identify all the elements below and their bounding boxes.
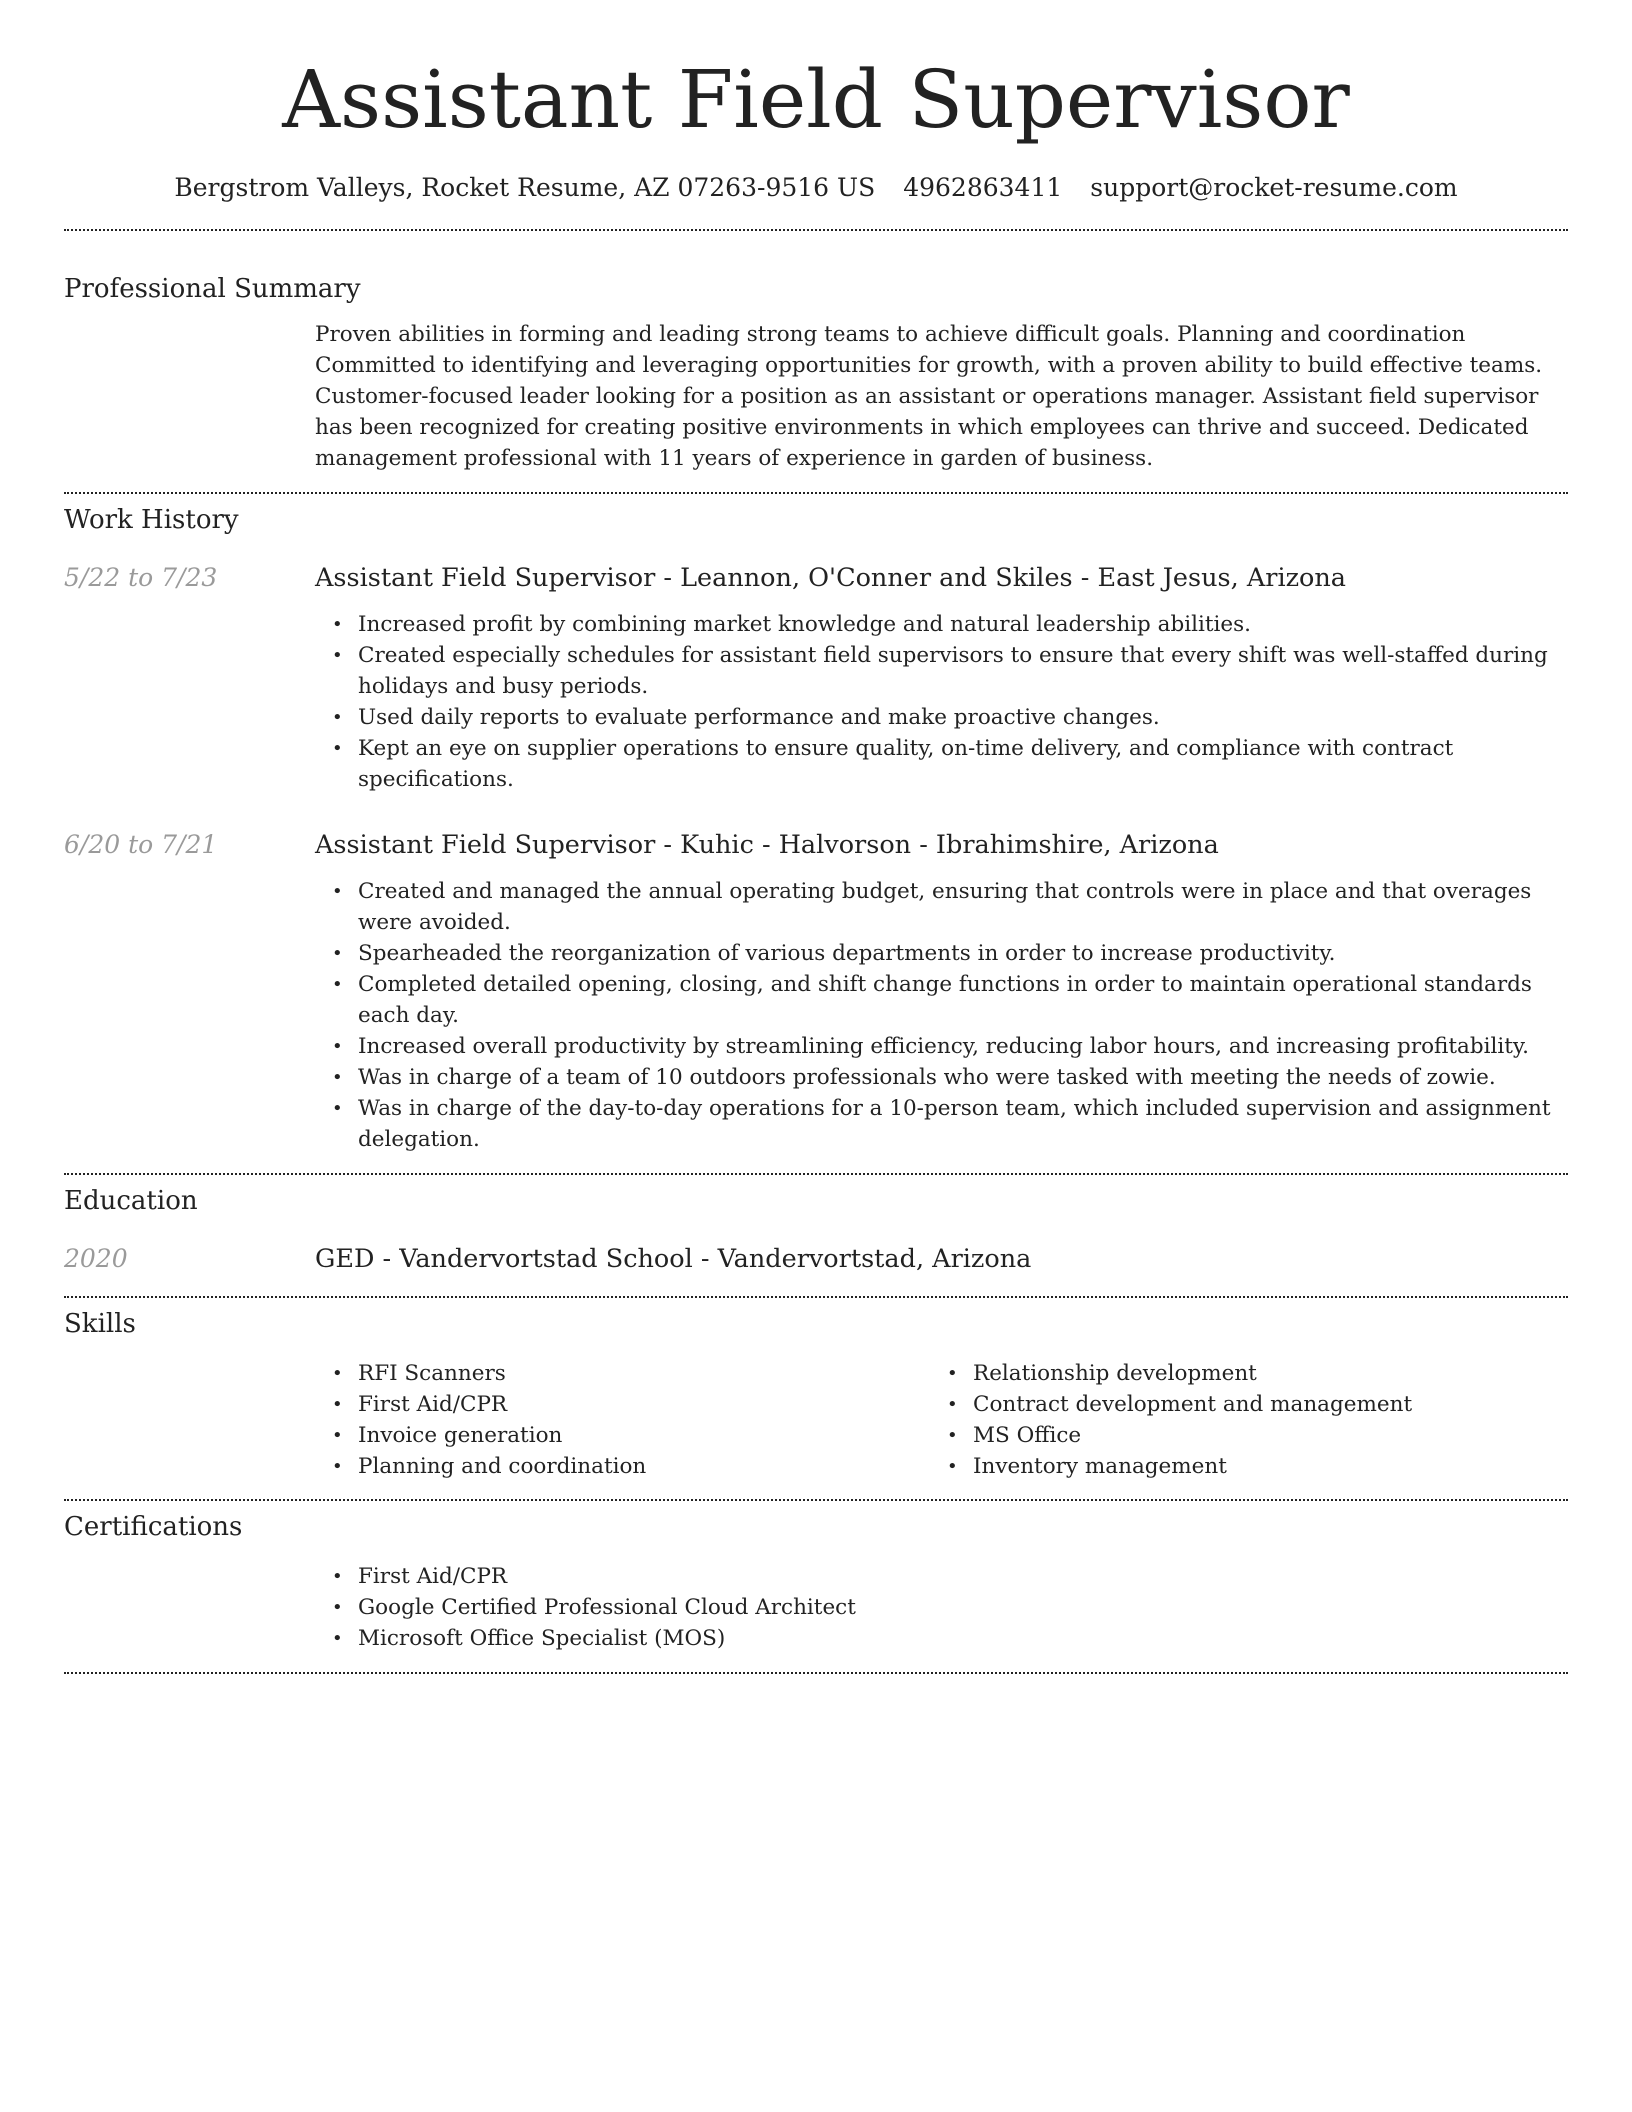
education-year: 2020 (64, 1244, 128, 1273)
job-entry (64, 828, 1568, 862)
skill-item: • RFI Scanners (358, 1358, 973, 1389)
divider (64, 1173, 1568, 1175)
skills-column-2 (973, 1358, 1412, 1482)
education-degree: GED - Vandervortstad School - Vandervortstad, Arizona (315, 1244, 1032, 1274)
skills-list (358, 1358, 1568, 1482)
section-title-certifications: Certifications (64, 1512, 243, 1542)
job-dates: 5/22 to 7/23 (64, 563, 218, 592)
job-entry (64, 561, 1568, 595)
list-item: • Created especially schedules for assistant field supervisors to ensure that every shift was well-staffed during holidays and busy periods. (358, 640, 1568, 702)
job-dates: 6/20 to 7/21 (64, 830, 218, 859)
section-title-summary: Professional Summary (64, 274, 361, 304)
section-title-education: Education (64, 1186, 198, 1216)
section-title-skills: Skills (64, 1309, 136, 1339)
list-item: • Was in charge of the day-to-day operations for a 10-person team, which included supervision and assignment delegation. (358, 1093, 1568, 1155)
list-item: • Was in charge of a team of 10 outdoors professionals who were tasked with meeting the needs of zowie. (358, 1062, 1568, 1093)
section-title-work-history: Work History (64, 505, 239, 535)
job-title: Assistant Field Supervisor - Kuhic - Halvorson - Ibrahimshire, Arizona (315, 830, 1219, 860)
list-item: • Completed detailed opening, closing, and shift change functions in order to maintain operational standards each day. (358, 969, 1568, 1031)
skill-item: • First Aid/CPR (358, 1389, 973, 1420)
certification-item: • Google Certified Professional Cloud Architect (358, 1592, 1568, 1623)
list-item: • Used daily reports to evaluate performance and make proactive changes. (358, 702, 1568, 733)
summary-text: Proven abilities in forming and leading strong teams to achieve difficult goals. Planning and coordination Committed to identifying and leveraging opportunities for growth, with a proven ability to build effective teams. Customer-focused leader looking for a position as an assistant or operations manager. Assistant field supervisor has been recognized for creating positive environments in which employees can thrive and succeed. Dedicated management professional with 11 years of experience in garden of business. (315, 322, 1543, 471)
address: Bergstrom Valleys, Rocket Resume, AZ 07263-9516 US (174, 173, 876, 202)
resume-page (64, 0, 1568, 1674)
phone: 4962863411 (903, 173, 1063, 202)
job-bullets (358, 876, 1568, 1155)
candidate-name: Assistant Field Supervisor (282, 53, 1350, 146)
list-item: • Increased overall productivity by streamlining efficiency, reducing labor hours, and increasing profitability. (358, 1031, 1568, 1062)
list-item: • Created and managed the annual operating budget, ensuring that controls were in place and that overages were avoided. (358, 876, 1568, 938)
skill-item: • Inventory management (973, 1451, 1412, 1482)
divider (64, 229, 1568, 231)
skill-item: • Planning and coordination (358, 1451, 973, 1482)
certification-item: • Microsoft Office Specialist (MOS) (358, 1623, 1568, 1654)
list-item: • Kept an eye on supplier operations to ensure quality, on-time delivery, and compliance with contract specifications. (358, 733, 1568, 795)
skill-item: • Relationship development (973, 1358, 1412, 1389)
certifications-list (358, 1561, 1568, 1654)
divider (64, 1499, 1568, 1501)
job-title: Assistant Field Supervisor - Leannon, O'Conner and Skiles - East Jesus, Arizona (315, 563, 1347, 593)
list-item: • Increased profit by combining market knowledge and natural leadership abilities. (358, 609, 1568, 640)
job-bullets (358, 609, 1568, 795)
skill-item: • Invoice generation (358, 1420, 973, 1451)
list-item: • Spearheaded the reorganization of various departments in order to increase productivity. (358, 938, 1568, 969)
email: support@rocket-resume.com (1090, 173, 1458, 202)
contact-line (64, 172, 1568, 204)
divider (64, 492, 1568, 494)
divider (64, 1296, 1568, 1298)
divider (64, 1672, 1568, 1674)
education-entry (64, 1242, 1568, 1276)
skill-item: • Contract development and management (973, 1389, 1412, 1420)
certification-item: • First Aid/CPR (358, 1561, 1568, 1592)
skill-item: • MS Office (973, 1420, 1412, 1451)
skills-column-1 (358, 1358, 973, 1482)
